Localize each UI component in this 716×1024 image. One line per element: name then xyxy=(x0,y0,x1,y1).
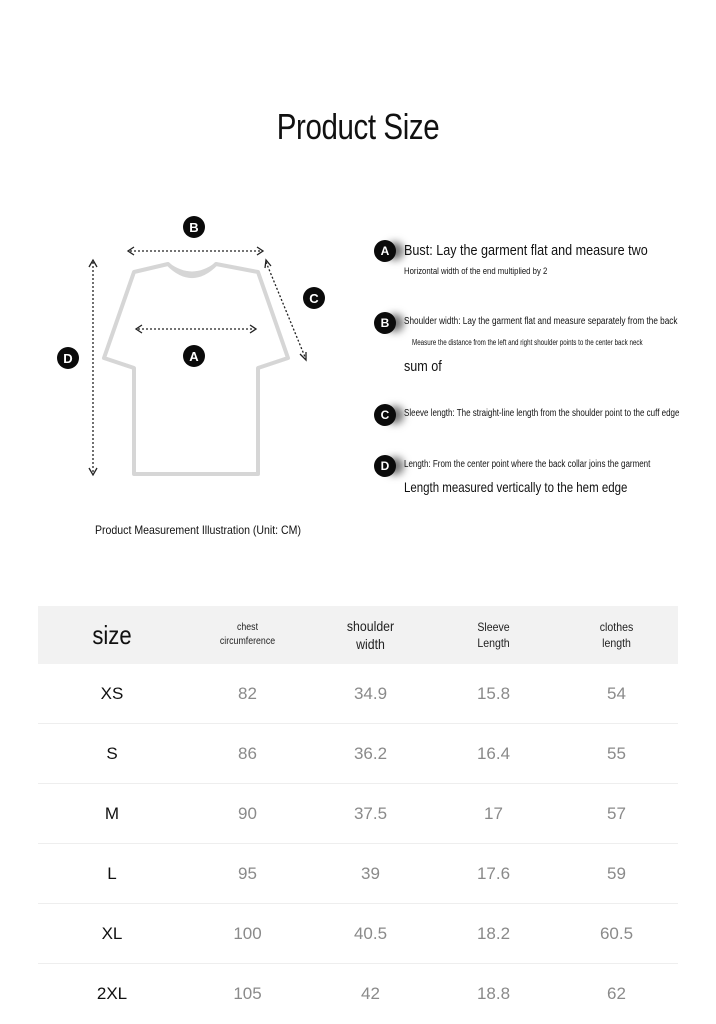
header-sleeve-cell xyxy=(432,619,555,651)
row-shoulder: 37.5 xyxy=(353,803,388,823)
row-sleeve: 16.4 xyxy=(476,743,511,763)
legend-b-line2: Measure the distance from the left and right shoulder points to the center back neck xyxy=(412,338,643,347)
table-row xyxy=(38,664,678,724)
header-chest-line2: circumference xyxy=(219,636,276,647)
badge-d: D xyxy=(57,347,79,369)
table-row xyxy=(38,844,678,904)
row-length: 62 xyxy=(607,984,626,1003)
row-sleeve: 15.8 xyxy=(476,683,511,703)
row-sleeve: 18.2 xyxy=(476,923,511,943)
table-header xyxy=(38,606,678,664)
legend-b-line3: sum of xyxy=(404,358,442,375)
tshirt-diagram xyxy=(0,200,360,500)
row-sleeve: 17.6 xyxy=(476,863,511,883)
header-sleeve-line1: Sleeve xyxy=(477,620,510,634)
row-size: L xyxy=(107,863,117,883)
table-row xyxy=(38,964,678,1024)
table-row xyxy=(38,784,678,844)
header-chest-cell xyxy=(186,621,309,649)
badge-a: A xyxy=(183,345,205,367)
tshirt-illustration xyxy=(0,200,360,500)
row-chest: 86 xyxy=(238,743,257,763)
header-chest-line1: chest xyxy=(236,622,259,633)
row-sleeve: 17 xyxy=(484,803,503,823)
row-shoulder: 39 xyxy=(361,863,380,883)
row-size: XL xyxy=(101,923,123,943)
legend-badge-b: B xyxy=(374,312,396,334)
tshirt-outline xyxy=(104,264,288,474)
legend-badge-a: A xyxy=(374,240,396,262)
row-sleeve: 18.8 xyxy=(476,984,511,1003)
header-shoulder-cell xyxy=(309,617,432,653)
header-length-cell xyxy=(555,619,678,651)
legend-d-line1: Length: From the center point where the back collar joins the garment xyxy=(404,459,651,470)
row-length: 55 xyxy=(607,743,626,763)
legend-a-line1: Bust: Lay the garment flat and measure two xyxy=(404,242,648,259)
row-length: 60.5 xyxy=(599,923,634,943)
header-size-cell xyxy=(38,620,186,651)
badge-c: C xyxy=(303,287,325,309)
row-size: 2XL xyxy=(96,984,128,1003)
legend-badge-d: D xyxy=(374,455,396,477)
legend-b-line1: Shoulder width: Lay the garment flat and measure separately from the back xyxy=(404,316,678,327)
row-length: 57 xyxy=(607,803,626,823)
badge-b: B xyxy=(183,216,205,238)
table-row xyxy=(38,904,678,964)
row-chest: 105 xyxy=(233,984,262,1003)
row-chest: 95 xyxy=(238,863,257,883)
row-chest: 82 xyxy=(238,683,257,703)
row-chest: 90 xyxy=(238,803,257,823)
row-length: 54 xyxy=(607,683,626,703)
row-size: M xyxy=(104,803,120,823)
header-size: size xyxy=(92,619,132,650)
size-table xyxy=(38,606,678,1024)
legend-c-line1: Sleeve length: The straight-line length from the shoulder point to the cuff edge xyxy=(404,408,680,419)
row-size: S xyxy=(106,743,118,763)
row-shoulder: 40.5 xyxy=(353,923,388,943)
row-chest: 100 xyxy=(233,923,262,943)
legend-a-line2: Horizontal width of the end multiplied by 2 xyxy=(404,266,548,276)
page-title: Product Size xyxy=(276,106,440,147)
diagram-caption: Product Measurement Illustration (Unit: CM) xyxy=(95,523,301,537)
row-shoulder: 34.9 xyxy=(353,683,388,703)
header-shoulder-line1: shoulder xyxy=(346,618,395,634)
row-size: XS xyxy=(100,683,124,703)
table-row xyxy=(38,724,678,784)
row-shoulder: 36.2 xyxy=(353,743,388,763)
header-length-line1: clothes xyxy=(599,620,634,634)
legend-d-line2: Length measured vertically to the hem edge xyxy=(404,479,628,495)
header-shoulder-line2: width xyxy=(356,636,385,652)
legend-badge-c: C xyxy=(374,404,396,426)
header-length-line2: length xyxy=(602,636,631,650)
row-length: 59 xyxy=(607,863,626,883)
header-sleeve-line2: Length xyxy=(477,636,510,650)
row-shoulder: 42 xyxy=(361,984,380,1003)
